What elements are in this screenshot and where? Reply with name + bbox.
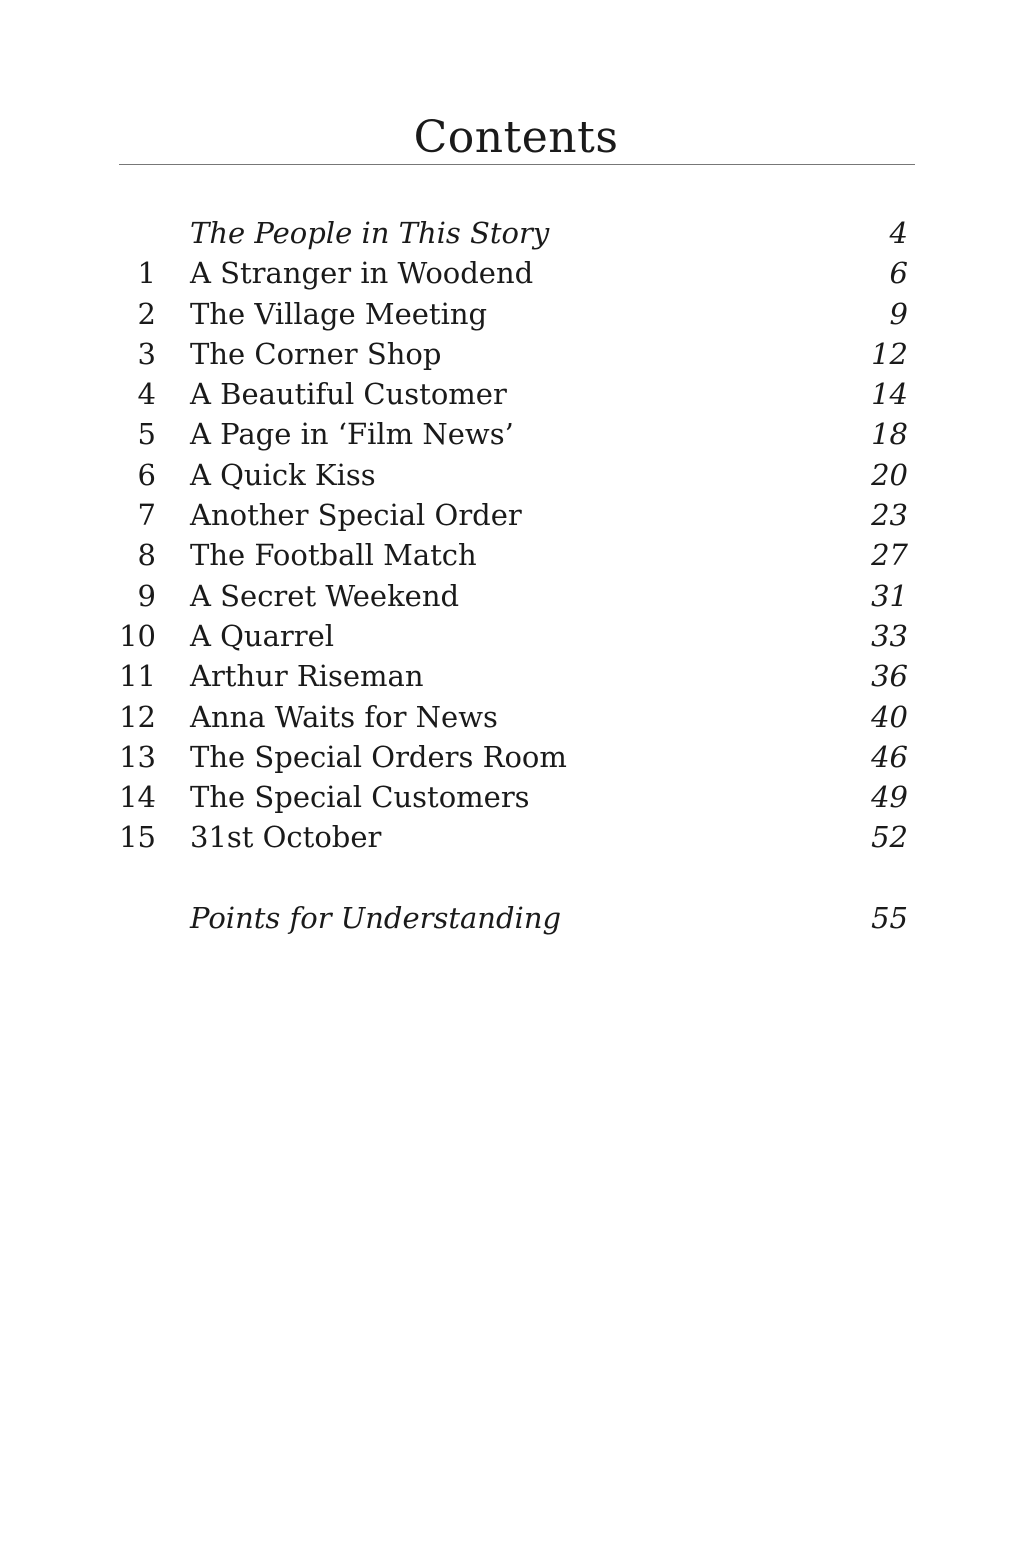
toc-entry-page: 9 (889, 296, 908, 331)
toc-entry-page: 55 (871, 900, 908, 935)
toc-entry-number: 2 (137, 296, 156, 331)
toc-entry-chapter[interactable] (0, 777, 1032, 817)
toc-entry-chapter[interactable] (0, 374, 1032, 414)
toc-entry-chapter[interactable] (0, 737, 1032, 777)
toc-entry-page: 31 (871, 578, 908, 613)
toc-entry-number: 6 (137, 457, 156, 492)
toc-entry-page: 23 (871, 498, 908, 533)
toc-entry-chapter[interactable] (0, 455, 1032, 495)
toc-entry-title: A Quarrel (190, 618, 335, 653)
toc-entry-chapter[interactable] (0, 616, 1032, 656)
toc-entry-back-matter[interactable] (0, 898, 1032, 938)
toc-entry-title: Points for Understanding (190, 900, 562, 935)
toc-entry-page: 18 (871, 417, 908, 452)
toc-entry-title: A Quick Kiss (190, 457, 376, 492)
toc-entry-number: 12 (119, 699, 156, 734)
toc-entry-page: 12 (871, 336, 908, 371)
toc-entry-title: A Beautiful Customer (190, 377, 507, 412)
toc-entry-page: 36 (871, 659, 908, 694)
toc-entry-page: 40 (871, 699, 908, 734)
toc-entry-chapter[interactable] (0, 294, 1032, 334)
toc-entry-number: 11 (119, 659, 156, 694)
toc-entry-title: Another Special Order (190, 498, 522, 533)
toc-entry-page: 49 (871, 780, 908, 815)
toc-entry-title: A Secret Weekend (190, 578, 460, 613)
toc-entry-page: 52 (871, 820, 908, 855)
table-of-contents (0, 213, 1032, 938)
toc-entry-number: 4 (137, 377, 156, 412)
toc-entry-chapter[interactable] (0, 414, 1032, 454)
page-title: Contents (413, 112, 619, 163)
toc-entry-chapter[interactable] (0, 535, 1032, 575)
toc-entry-chapter[interactable] (0, 656, 1032, 696)
toc-entry-page: 46 (871, 739, 908, 774)
toc-entry-number: 10 (119, 618, 156, 653)
toc-entry-number: 9 (137, 578, 156, 613)
toc-entry-chapter[interactable] (0, 495, 1032, 535)
toc-entry-title: A Page in ‘Film News’ (190, 417, 514, 452)
toc-entry-number: 7 (137, 498, 156, 533)
toc-entry-title: The Village Meeting (190, 296, 488, 331)
toc-entry-chapter[interactable] (0, 817, 1032, 857)
toc-entry-page: 27 (871, 538, 908, 573)
toc-entry-page: 4 (889, 216, 908, 250)
toc-entry-title: A Stranger in Woodend (190, 256, 534, 291)
toc-entry-page: 14 (871, 377, 908, 412)
toc-entry-title: Anna Waits for News (190, 699, 498, 734)
toc-entry-page: 20 (871, 457, 908, 492)
toc-entry-number: 3 (137, 336, 156, 371)
toc-entry-title: Arthur Riseman (190, 659, 424, 694)
toc-entry-title: The People in This Story (190, 216, 550, 250)
toc-entry-title: 31st October (190, 820, 382, 855)
toc-entry-title: The Corner Shop (190, 336, 442, 371)
toc-entry-title: The Special Orders Room (190, 739, 567, 774)
toc-entry-number: 5 (137, 417, 156, 452)
toc-entry-front-matter[interactable] (0, 213, 1032, 253)
title-divider (119, 164, 915, 165)
toc-entry-chapter[interactable] (0, 697, 1032, 737)
toc-entry-number: 8 (137, 538, 156, 573)
toc-entry-chapter[interactable] (0, 576, 1032, 616)
toc-entry-chapter[interactable] (0, 253, 1032, 293)
toc-entry-number: 1 (137, 256, 156, 291)
toc-entry-title: The Football Match (190, 538, 477, 573)
toc-entry-page: 33 (871, 618, 908, 653)
toc-entry-chapter[interactable] (0, 334, 1032, 374)
toc-entry-number: 13 (119, 739, 156, 774)
toc-entry-title: The Special Customers (190, 780, 530, 815)
toc-entry-number: 14 (119, 780, 156, 815)
toc-entry-number: 15 (119, 820, 156, 855)
toc-entry-page: 6 (889, 256, 908, 291)
toc-spacer (0, 858, 1032, 898)
